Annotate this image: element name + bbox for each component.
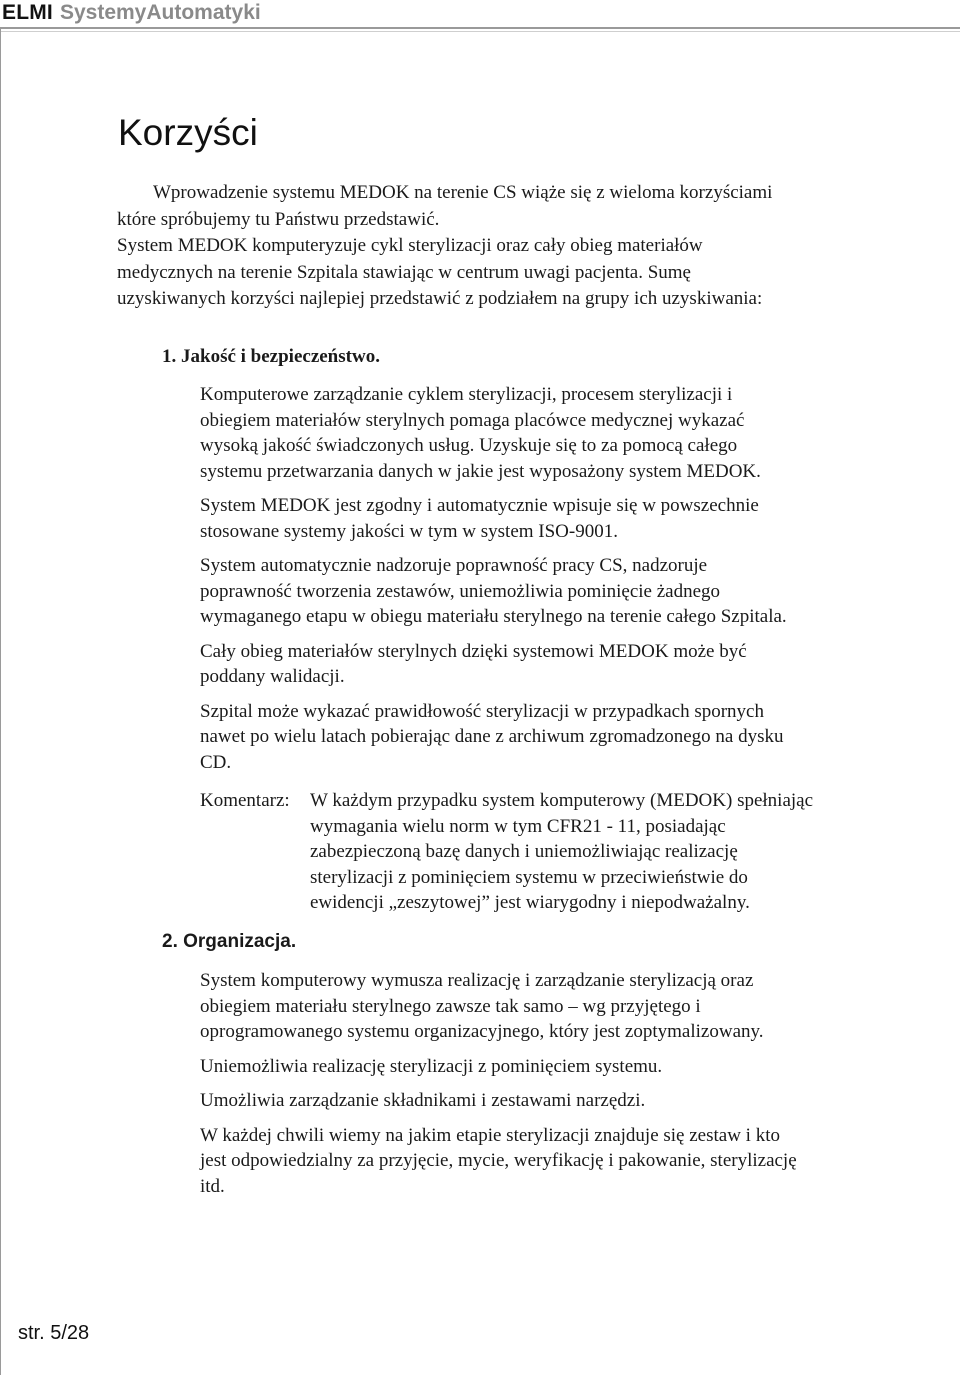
comment-line: sterylizacji z pominięciem systemu w przeciwieństwie do (310, 866, 748, 888)
text-line: stosowane systemy jakości w tym w system ISO-9001. (200, 520, 618, 542)
comment-line: ewidencji „zeszytowej” jest wiarygodny i niepodważalny. (310, 892, 750, 913)
text-line: System MEDOK jest zgodny i automatycznie wpisuje się w powszechnie (200, 495, 759, 516)
intro-line: medycznych na terenie Szpitala stawiając w centrum uwagi pacjenta. Sumę (117, 261, 691, 283)
text-line: System komputerowy wymusza realizację i zarządzanie sterylizacją oraz (200, 970, 754, 991)
text-line: obiegiem materiałów sterylnych pomaga placówce medycznej wykazać (200, 409, 745, 431)
section2-paragraph (200, 1088, 910, 1114)
page-number: str. 5/28 (18, 1322, 90, 1344)
text-line: Szpital może wykazać prawidłowość sterylizacji w przypadkach spornych (200, 700, 764, 722)
page-title: Korzyści (118, 112, 258, 153)
header-rule (0, 27, 960, 29)
text-line: oprogramowanego systemu organizacyjnego, który jest zoptymalizowany. (200, 1021, 764, 1042)
text-line: W każdej chwili wiemy na jakim etapie sterylizacji znajduje się zestaw i kto (200, 1124, 780, 1146)
text-line: nawet po wielu latach pobierając dane z archiwum zgromadzonego na dysku (200, 726, 784, 747)
section1-paragraph (200, 639, 910, 690)
text-line: Komputerowe zarządzanie cyklem sterylizacji, procesem sterylizacji i (200, 384, 733, 405)
text-line: itd. (200, 1175, 225, 1197)
section1-paragraph (200, 699, 910, 776)
comment-label: Komentarz: (200, 790, 290, 811)
comment-line: wymagania wielu norm w tym CFR21 - 11, posiadając (310, 815, 726, 837)
page-header (0, 0, 261, 26)
intro-paragraph (117, 180, 907, 313)
text-line: Uniemożliwia realizację sterylizacji z pominięciem systemu. (200, 1055, 663, 1077)
text-line: poprawność tworzenia zestawów, uniemożliwia pominięcie żadnego (200, 580, 721, 602)
header-rule-secondary (0, 31, 960, 32)
section1-body (200, 382, 910, 784)
text-line: systemu przetwarzania danych w jakie jest wyposażony system MEDOK. (200, 460, 761, 482)
page-frame-left (0, 27, 1, 1375)
section2-paragraph (200, 1054, 910, 1080)
comment-line: W każdym przypadku system komputerowy (MEDOK) spełniając (310, 790, 814, 811)
intro-line: uzyskiwanych korzyści najlepiej przedstawić z podziałem na grupy ich uzyskiwania: (117, 288, 763, 309)
text-line: wymaganego etapu w obiegu materiału sterylnego na terenie całego Szpitala. (200, 606, 787, 627)
intro-line: które spróbujemy tu Państwu przedstawić. (117, 208, 440, 230)
section2-paragraph (200, 968, 910, 1045)
section-heading-quality: 1. Jakość i bezpieczeństwo. (162, 346, 380, 367)
section1-paragraph (200, 382, 910, 484)
text-line: obiegiem materiału sterylnego zawsze tak samo – wg przyjętego i (200, 995, 701, 1017)
text-line: jest odpowiedzialny za przyjęcie, mycie, weryfikację i pakowanie, sterylizację (200, 1150, 797, 1171)
brand-name: ELMI (2, 1, 53, 24)
product-name: SystemyAutomatyki (59, 1, 261, 24)
text-line: Cały obieg materiałów sterylnych dzięki systemowi MEDOK może być (200, 640, 747, 662)
intro-line: Wprowadzenie systemu MEDOK na terenie CS wiąże się z wieloma korzyściami (153, 182, 773, 203)
text-line: CD. (200, 751, 232, 773)
section2-paragraph (200, 1123, 910, 1200)
comment-body (310, 788, 900, 916)
section-heading-organization: 2. Organizacja. (162, 931, 297, 952)
intro-line: System MEDOK komputeryzuje cykl sterylizacji oraz cały obieg materiałów (117, 235, 703, 256)
section1-paragraph (200, 493, 910, 544)
text-line: wysoką jakość świadczonych usług. Uzyskuje się to za pomocą całego (200, 435, 738, 456)
text-line: Umożliwia zarządzanie składnikami i zestawami narzędzi. (200, 1090, 646, 1111)
text-line: System automatycznie nadzoruje poprawność pracy CS, nadzoruje (200, 555, 708, 576)
section1-paragraph (200, 553, 910, 630)
comment-line: zabezpieczoną bazę danych i uniemożliwiając realizację (310, 841, 738, 862)
text-line: poddany walidacji. (200, 666, 345, 687)
section2-body (200, 968, 910, 1208)
